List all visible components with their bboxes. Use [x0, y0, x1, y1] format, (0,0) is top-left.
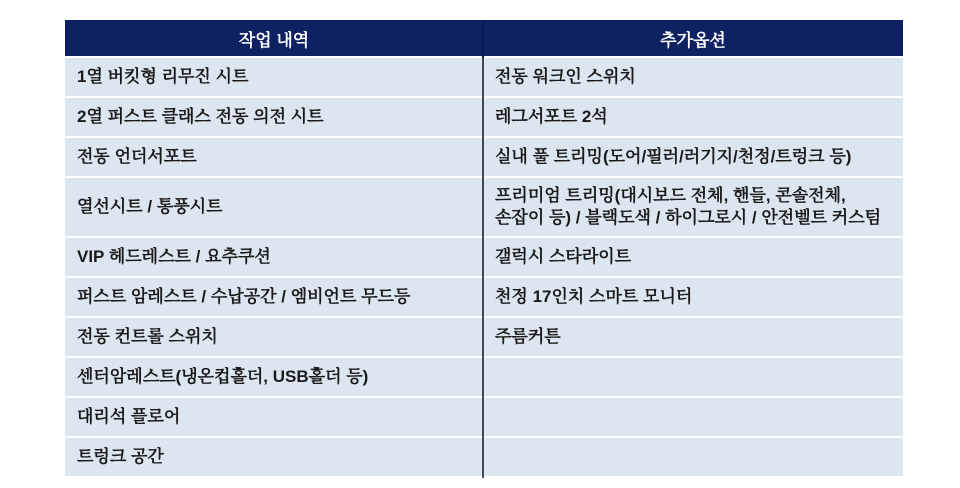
option-cell: 주름커튼	[483, 317, 903, 357]
work-item-cell: 전동 컨트롤 스위치	[65, 317, 483, 357]
option-cell: 전동 워크인 스위치	[483, 57, 903, 97]
vehicle-options-table	[65, 20, 903, 478]
work-item-cell: VIP 헤드레스트 / 요추쿠션	[65, 237, 483, 277]
table-header	[65, 20, 903, 57]
options-table	[65, 20, 903, 478]
header-work-details: 작업 내역	[65, 20, 483, 57]
option-cell: 레그서포트 2석	[483, 97, 903, 137]
work-item-cell: 열선시트 / 통풍시트	[65, 177, 483, 237]
table-row	[65, 57, 903, 97]
option-cell	[483, 437, 903, 477]
table-row	[65, 177, 903, 237]
option-cell	[483, 357, 903, 397]
table-row	[65, 237, 903, 277]
work-item-cell: 전동 언더서포트	[65, 137, 483, 177]
table-row	[65, 277, 903, 317]
table-row	[65, 437, 903, 477]
work-item-cell: 2열 퍼스트 클래스 전동 의전 시트	[65, 97, 483, 137]
option-cell: 프리미엄 트리밍(대시보드 전체, 핸들, 콘솔전체, 손잡이 등) / 블랙도색 / 하이그로시 / 안전벨트 커스텀	[483, 177, 903, 237]
work-item-cell: 트렁크 공간	[65, 437, 483, 477]
work-item-cell: 센터암레스트(냉온컵홀더, USB홀더 등)	[65, 357, 483, 397]
table-row	[65, 317, 903, 357]
work-item-cell: 퍼스트 암레스트 / 수납공간 / 엠비언트 무드등	[65, 277, 483, 317]
option-cell: 실내 풀 트리밍(도어/필러/러기지/천정/트렁크 등)	[483, 137, 903, 177]
option-cell	[483, 397, 903, 437]
work-item-cell: 1열 버킷형 리무진 시트	[65, 57, 483, 97]
table-row	[65, 97, 903, 137]
table-row	[65, 137, 903, 177]
table-row	[65, 357, 903, 397]
option-cell: 갤럭시 스타라이트	[483, 237, 903, 277]
header-additional-options: 추가옵션	[483, 20, 903, 57]
header-row	[65, 20, 903, 57]
table-body	[65, 57, 903, 477]
work-item-cell: 대리석 플로어	[65, 397, 483, 437]
table-row	[65, 397, 903, 437]
option-cell: 천정 17인치 스마트 모니터	[483, 277, 903, 317]
